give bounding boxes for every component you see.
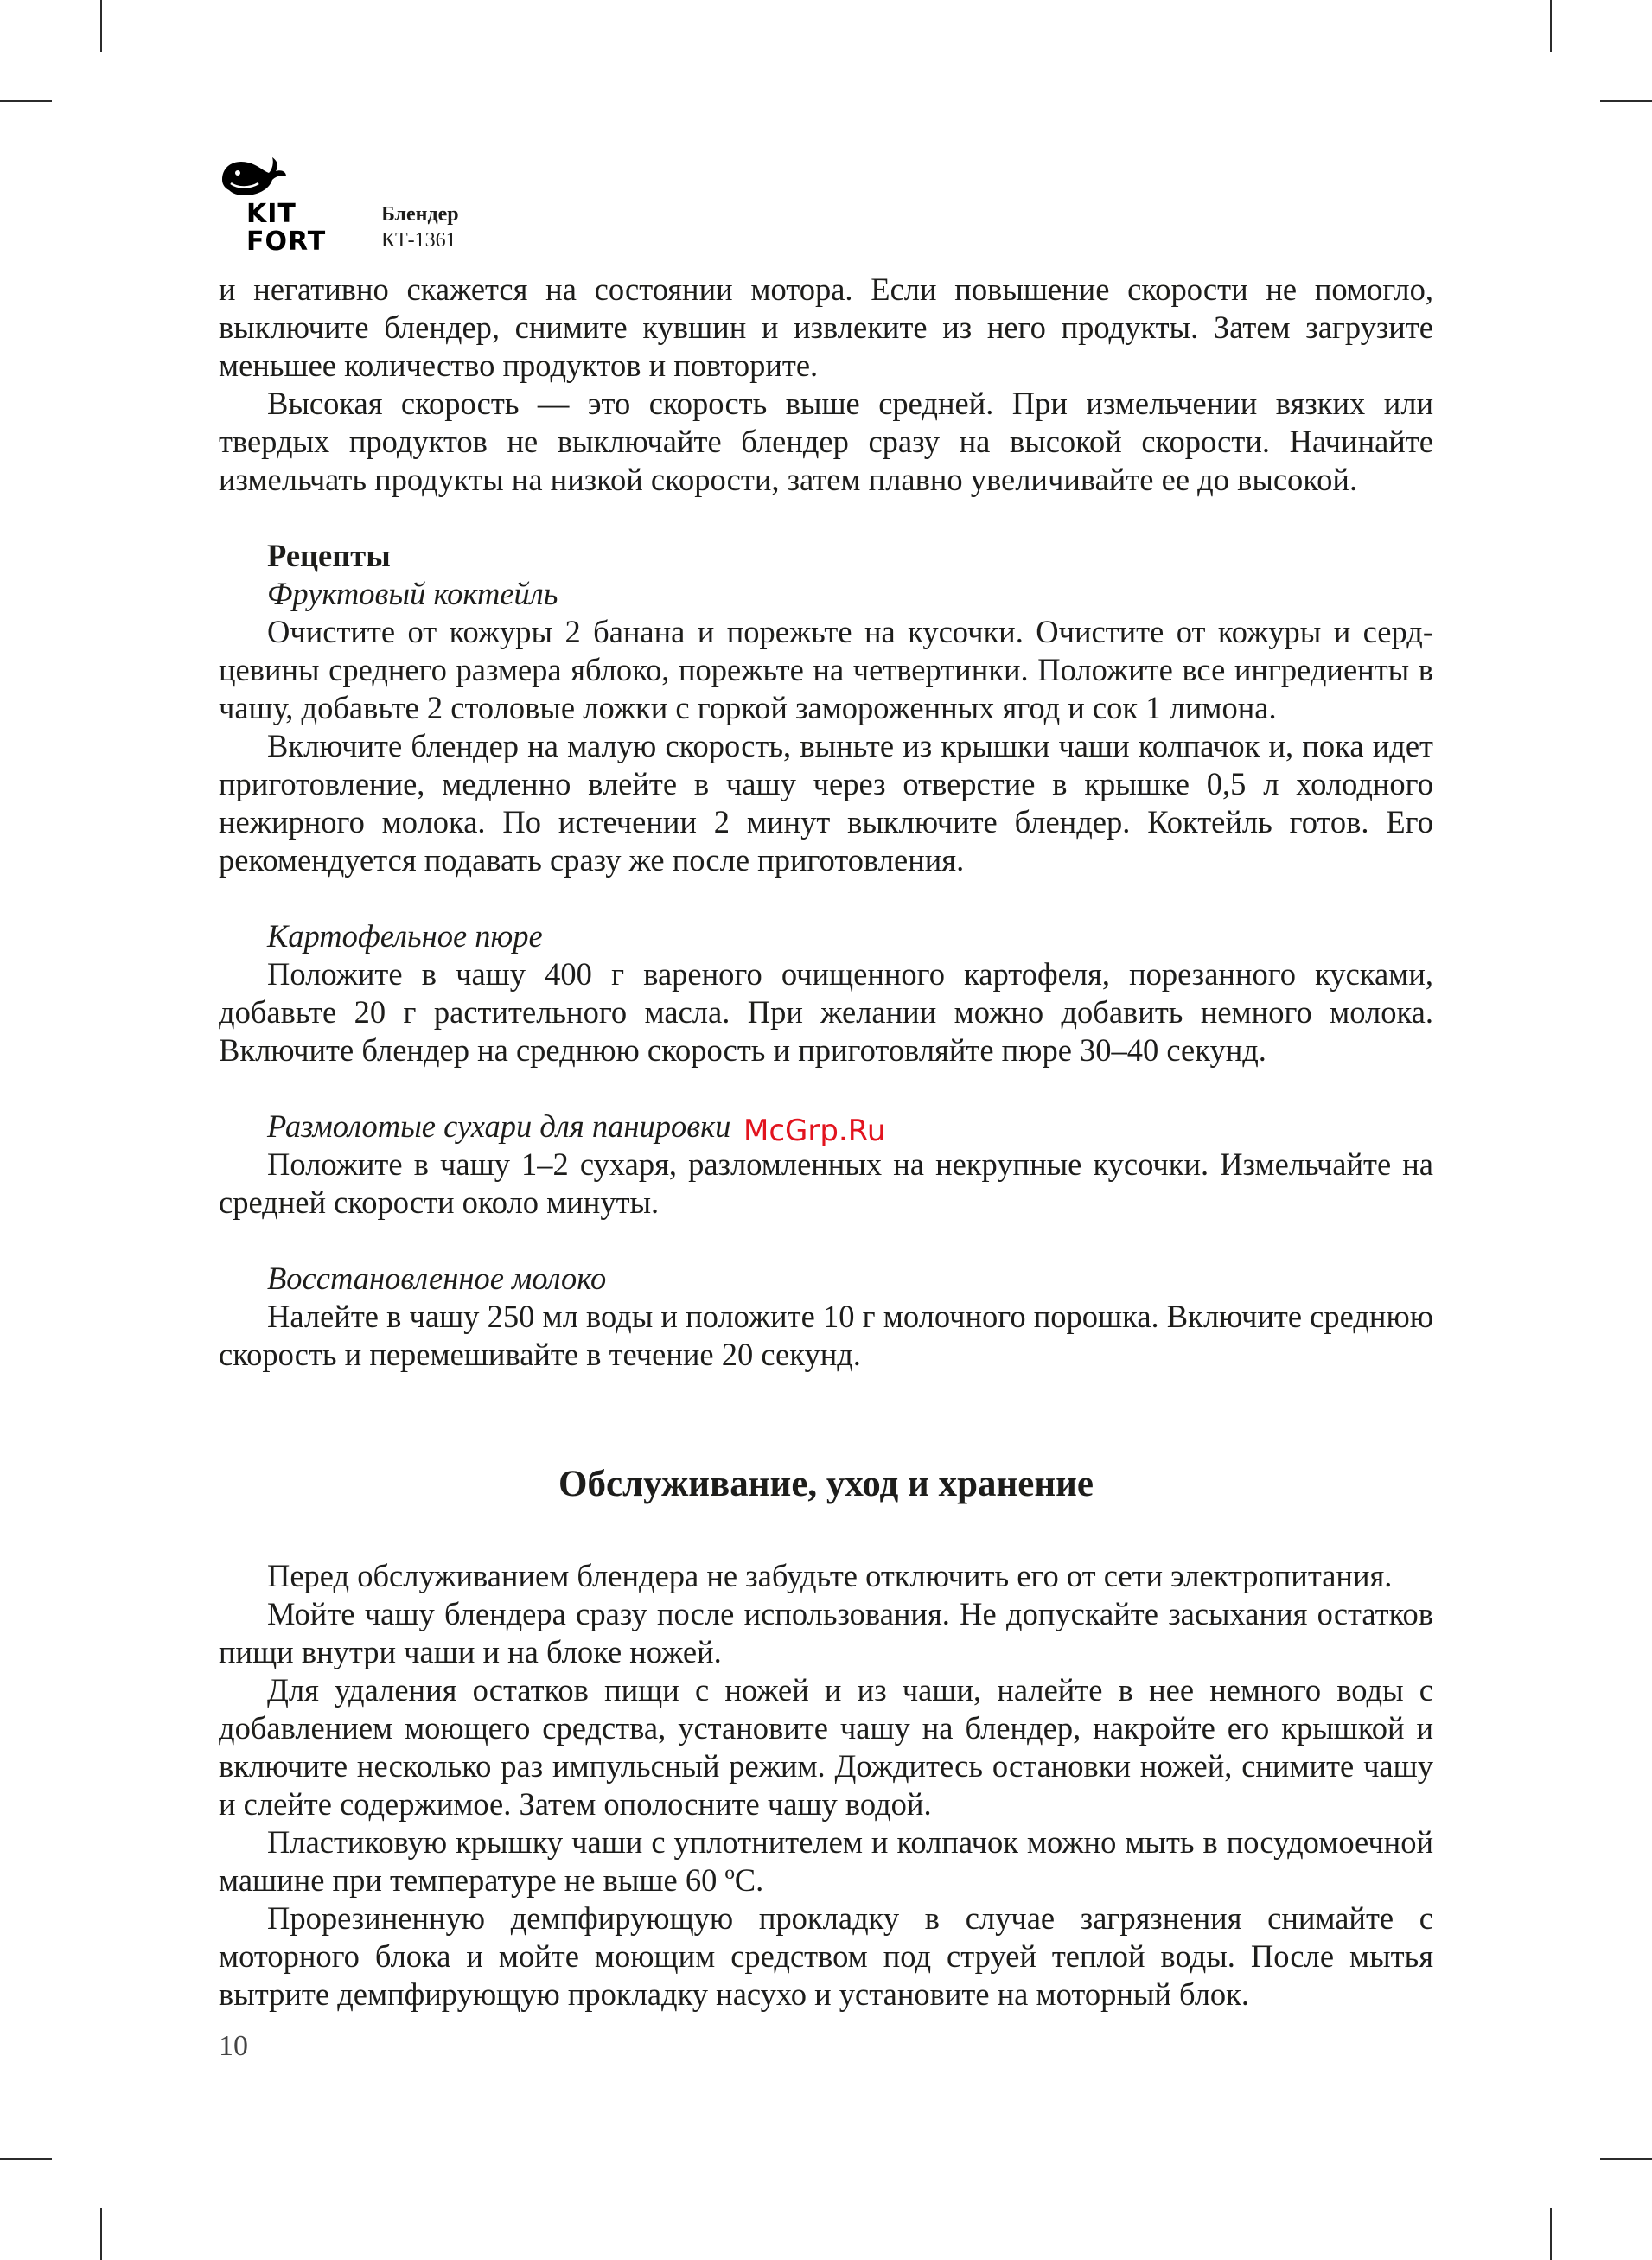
recipe-title: Размолотые сухари для панировки [267, 1108, 731, 1144]
crop-mark-top-right [1550, 0, 1552, 52]
recipe-title: Восстановленное молоко [267, 1261, 607, 1296]
maintenance-paragraph: Прорезиненную демпфирующую прокладку в случае загрязнения снимайте с моторного блока и мойте моющим средством под струей теплой воды. После мытья вытрите демпфирующую прокладку насухо и установите на моторный блок. [219, 1900, 1433, 2012]
crop-mark-top-left [100, 0, 102, 52]
crop-mark-bottom-left-h [0, 2158, 52, 2160]
page-header [219, 154, 651, 258]
crop-mark-top-right-h [1600, 100, 1652, 102]
product-name: Блендер [381, 203, 459, 226]
maintenance-paragraph: Пластиковую крышку чаши с уплотнителем и колпачок можно мыть в посудомоечной машине при температуре не выше 60 ºС. [219, 1824, 1433, 1898]
kitfort-logo [219, 154, 331, 258]
intro-paragraph-1: и негативно скажется на состоянии мотора. Если повышение скорости не помогло, выключите блендер, снимите кувшин и извлеките из него продукты. Затем загрузите меньшее количество продуктов и повторите. [219, 271, 1433, 383]
recipe-paragraph: Налейте в чашу 250 мл воды и положите 10 г молочного порошка. Включите среднюю скорость и перемешивайте в течение 20 секунд. [219, 1299, 1433, 1372]
section-title: Обслуживание, уход и хранение [558, 1464, 1094, 1504]
maintenance-paragraph: Для удаления остатков пищи с ножей и из чаши, налейте в нее немного воды с добавлением моющего средства, установите чашу на блендер, накройте его крышкой и включите несколько раз импульсный режим. Дождитесь остановки ножей, снимите чашу и слейте содержимое. Затем ополосните чашу водой. [219, 1672, 1433, 1822]
recipe-paragraph: Положите в чашу 1–2 сухаря, разломленных на некрупные кусочки. Измельчайте на средней скорости около минуты. [219, 1146, 1433, 1220]
crop-mark-bottom-left [100, 2208, 102, 2260]
recipe-paragraph: Включите блендер на малую скорость, выньте из крышки чаши колпачок и, пока идет приготовление, медленно влейте в чашу через отверстие в крышке 0,5 л холодного нежирного молока. По истечении 2 минут выключите блендер. Коктейль готов. Его рекомендуется подавать сразу же после приготовления. [219, 728, 1433, 878]
product-info [381, 201, 459, 253]
brand-line-1: KIT [246, 199, 297, 229]
brand-wordmark [246, 201, 326, 256]
maintenance-paragraph: Мойте чашу блендера сразу после использования. Не допускайте засыхания остатков пищи внутри чаши и на блоке ножей. [219, 1596, 1433, 1669]
crop-mark-bottom-right [1550, 2208, 1552, 2260]
watermark-link[interactable]: McGrp.Ru [743, 1114, 886, 1148]
product-model: КТ-1361 [381, 229, 456, 252]
crop-mark-top-left-h [0, 100, 52, 102]
brand-line-2: FORT [246, 227, 327, 257]
recipe-title: Фруктовый коктейль [267, 576, 558, 611]
page-number: 10 [219, 2030, 248, 2062]
recipe-title: Картофельное пюре [267, 918, 543, 954]
recipe-paragraph: Положите в чашу 400 г вареного очищенного картофеля, порезанного кусками, добавьте 20 г растительного масла. При желании можно добавить немного молока. Включите блендер на среднюю скорость и приготовляйте пюре 30–40 секунд. [219, 956, 1433, 1068]
whale-icon [219, 154, 288, 206]
recipes-heading: Рецепты [267, 538, 391, 573]
crop-mark-bottom-right-h [1600, 2158, 1652, 2160]
intro-paragraph-2: Высокая скорость — это скорость выше средней. При измельчении вязких или твердых продуктов не выключайте блендер сразу на высокой скорости. Начинайте измельчать продукты на низкой скорости, затем плавно увеличивайте ее до высокой. [219, 386, 1433, 497]
recipe-paragraph: Очистите от кожуры 2 банана и порежьте на кусочки. Очистите от кожуры и сердцевины среднего размера яблоко, порежьте на четвертинки. Положите все ингредиенты в чашу, добавьте 2 столовые ложки с горкой замороженных ягод и сок 1 лимона. [219, 614, 1433, 725]
maintenance-paragraph: Перед обслуживанием блендера не забудьте отключить его от сети электропитания. [267, 1558, 1393, 1593]
